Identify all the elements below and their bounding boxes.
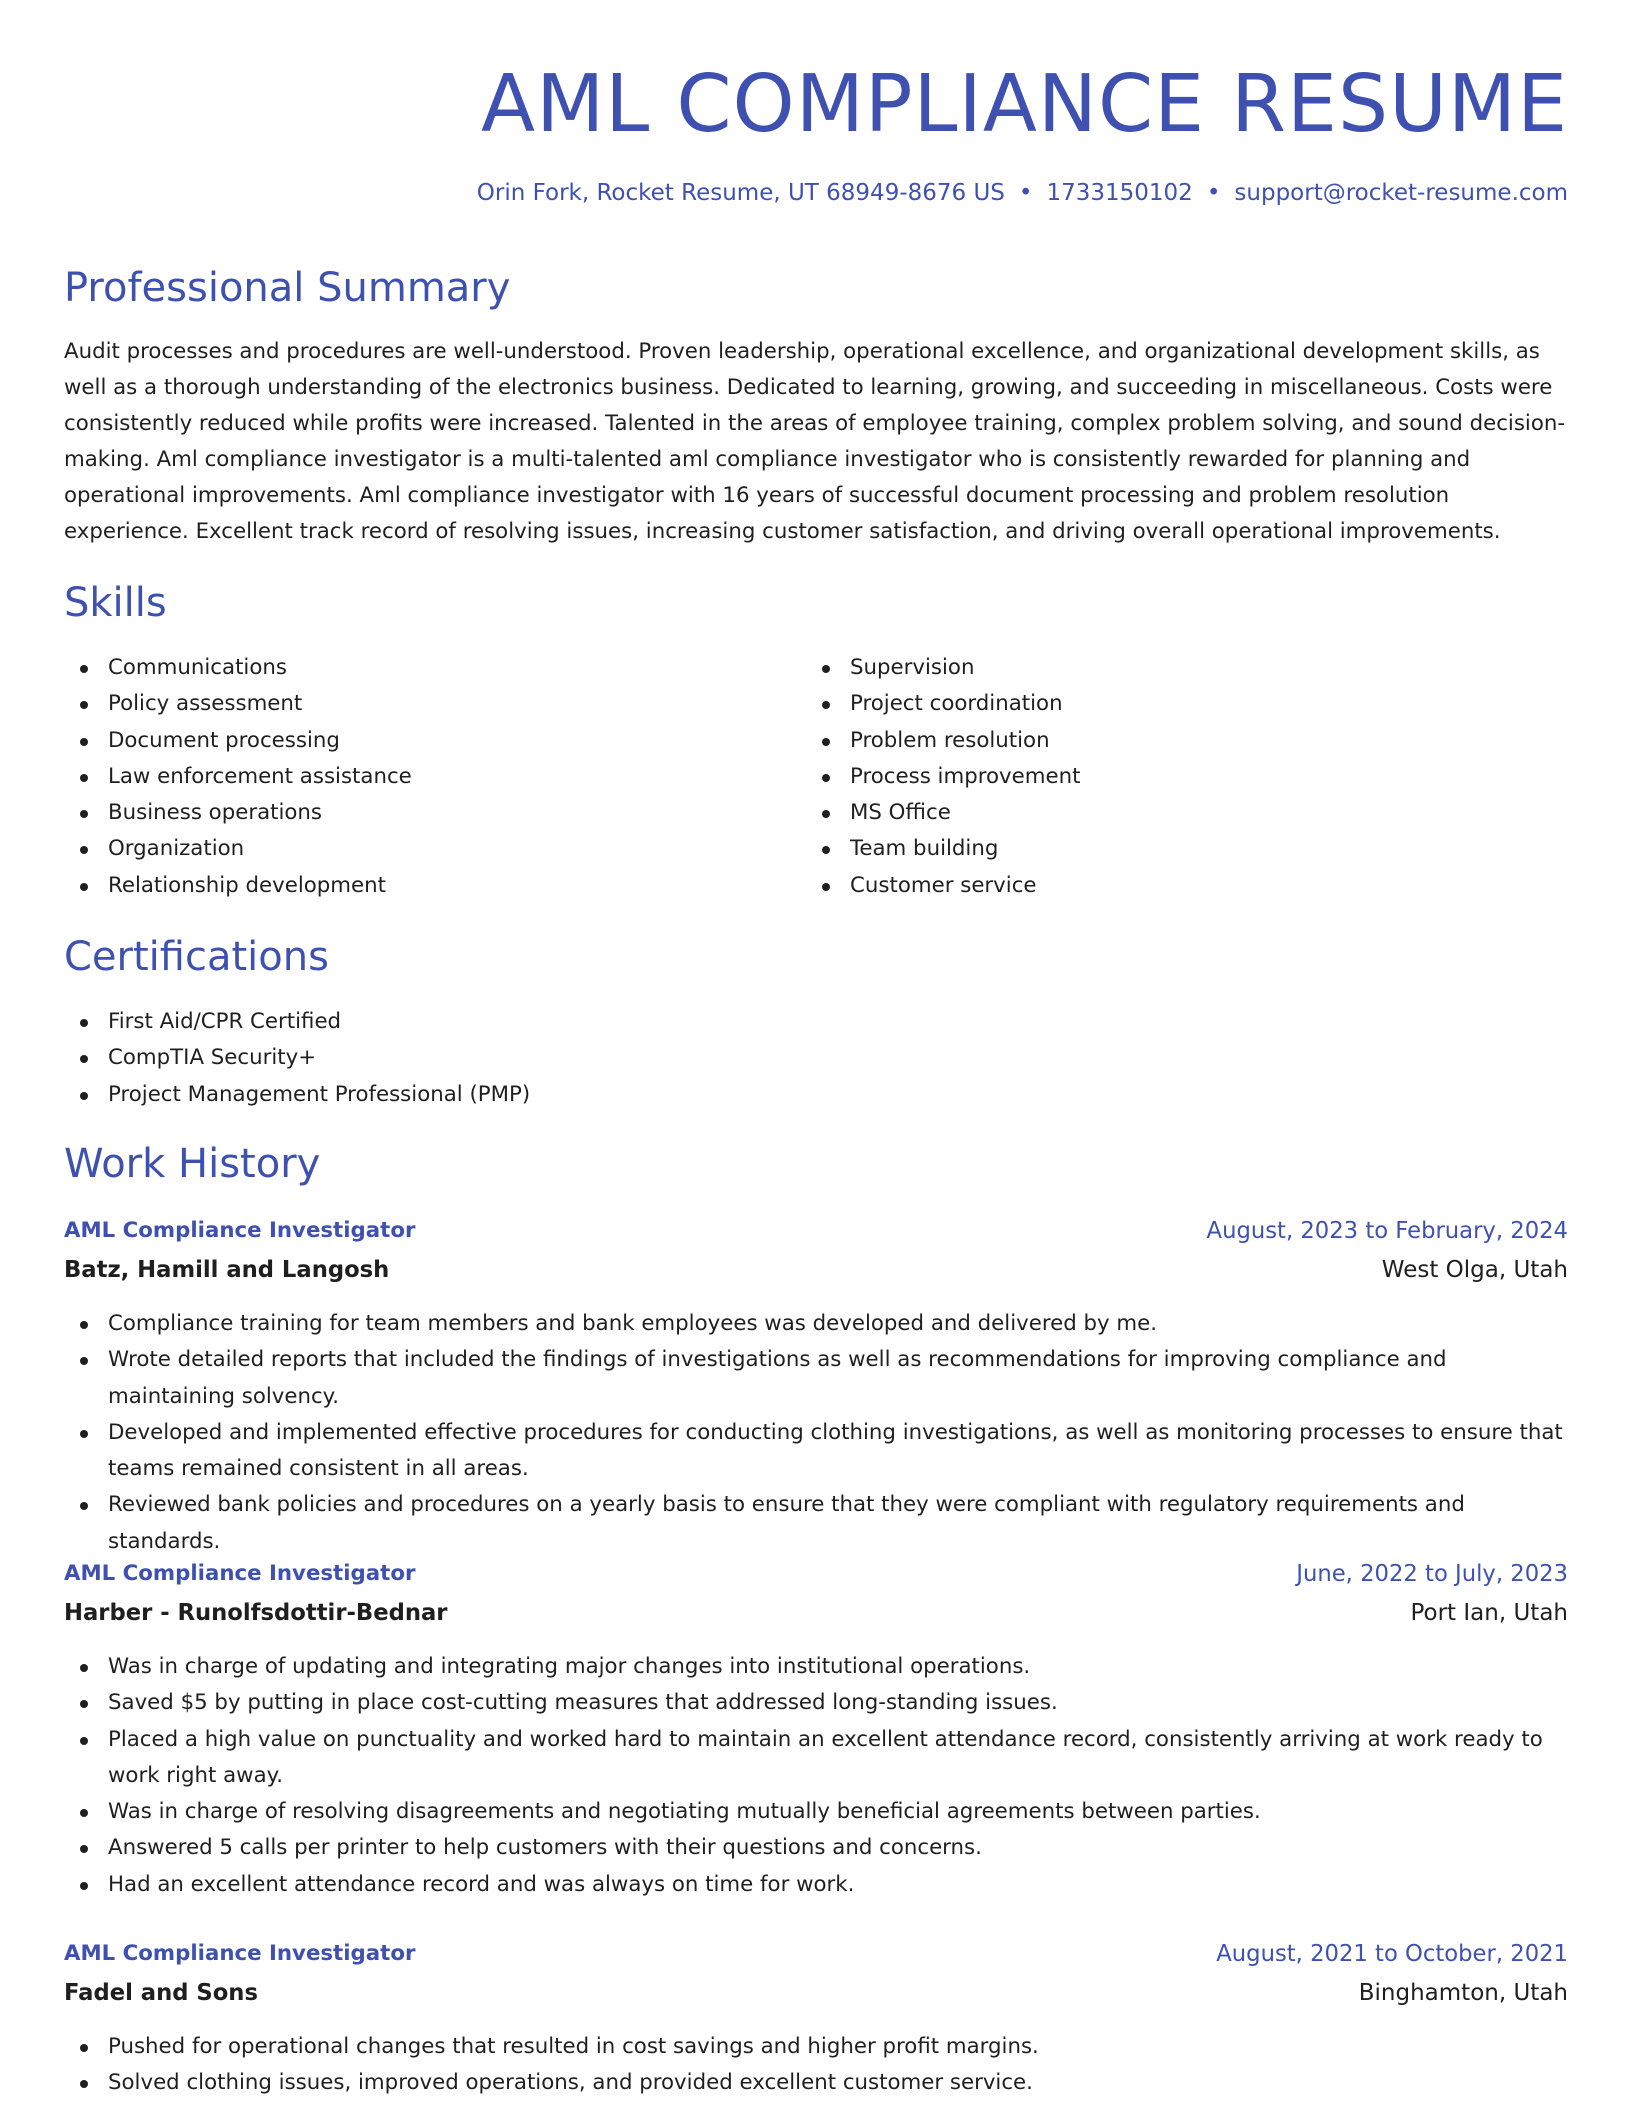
- certification-label: First Aid/CPR Certified: [108, 1009, 342, 1034]
- job-header: [64, 1216, 1568, 1284]
- skill-item: [806, 831, 1506, 867]
- skill-label: MS Office: [850, 800, 951, 826]
- contact-address: Orin Fork, Rocket Resume, UT 68949-8676 US: [476, 180, 1005, 206]
- job-dates: June, 2022 to July, 2023: [1296, 1561, 1568, 1587]
- skill-label: Law enforcement assistance: [108, 763, 412, 789]
- job-bullet-text: Compliance training for team members and bank employees was developed and delivered by me.: [108, 1311, 1158, 1336]
- job-bullet: [64, 1306, 1568, 1342]
- skill-item: [806, 795, 1506, 831]
- bullet-dot: [80, 810, 88, 818]
- skill-item: [64, 868, 764, 904]
- job-location: Binghamton, Utah: [1358, 1980, 1568, 2006]
- job-bullet: [64, 1830, 1568, 1866]
- skill-label: Supervision: [850, 655, 975, 680]
- skill-label: Problem resolution: [850, 727, 1050, 753]
- job-bullet-text: Placed a high value on punctuality and worked hard to maintain an excellent attendance record, consistently arriving at work ready to work right away.: [108, 1726, 1543, 1788]
- job-company: Harber - Runolfsdottir-Bednar: [64, 1600, 448, 1626]
- skill-item: [806, 868, 1506, 904]
- bullet-dot: [80, 1321, 88, 1329]
- job-bullet: [64, 1649, 1568, 1685]
- skills-left-column: [64, 650, 764, 904]
- skill-label: Relationship development: [108, 872, 386, 898]
- skill-label: Communications: [108, 655, 287, 680]
- job-bullet-text: Was in charge of updating and integrating major changes into institutional operations.: [108, 1654, 1031, 1679]
- job-title: AML Compliance Investigator: [64, 1941, 416, 1966]
- bullet-dot: [822, 883, 830, 891]
- job-company: Batz, Hamill and Langosh: [64, 1257, 390, 1283]
- job-bullet-text: Was in charge of resolving disagreements and negotiating mutually beneficial agreements between parties.: [108, 1799, 1261, 1825]
- job-bullet: [64, 1342, 1568, 1415]
- certifications-list: [64, 1004, 1568, 1113]
- bullet-dot: [822, 846, 830, 854]
- skill-label: Project coordination: [850, 691, 1063, 717]
- bullet-dot: [80, 1502, 88, 1510]
- skill-label: Customer service: [850, 872, 1037, 898]
- bullet-dot: [80, 774, 88, 782]
- summary-heading: Professional Summary: [64, 265, 511, 311]
- skill-label: Organization: [108, 836, 245, 862]
- job-header: [64, 1939, 1568, 2007]
- skill-item: [64, 759, 764, 795]
- skill-item: [64, 723, 764, 759]
- skill-label: Team building: [850, 836, 999, 862]
- job-title: AML Compliance Investigator: [64, 1218, 416, 1243]
- certification-item: [64, 1004, 1568, 1040]
- resume-page: [64, 0, 1568, 2096]
- job-bullets: [64, 2029, 1568, 2102]
- job-location: West Olga, Utah: [1381, 1257, 1568, 1283]
- bullet-dot: [822, 665, 830, 673]
- certification-item: [64, 1077, 1568, 1113]
- bullet-dot: [80, 1809, 88, 1817]
- bullet-dot: [80, 2044, 88, 2052]
- job-bullet: [64, 1685, 1568, 1721]
- job-bullets: [64, 1649, 1568, 1903]
- skill-label: Process improvement: [850, 763, 1081, 789]
- contact-email[interactable]: support@rocket-resume.com: [1234, 180, 1568, 206]
- job-dates: August, 2023 to February, 2024: [1206, 1218, 1568, 1244]
- bullet-dot: [80, 1092, 88, 1100]
- bullet-dot: [80, 665, 88, 673]
- job-bullet: [64, 1415, 1568, 1488]
- skill-item: [64, 795, 764, 831]
- skill-label: Document processing: [108, 727, 340, 753]
- bullet-dot: [80, 1430, 88, 1438]
- job-bullet-text: Solved clothing issues, improved operations, and provided excellent customer service.: [108, 2070, 1033, 2096]
- resume-title: AML COMPLIANCE RESUME: [481, 58, 1568, 150]
- bullet-dot: [80, 1664, 88, 1672]
- bullet-dot: [80, 1845, 88, 1853]
- job-bullet-text: Reviewed bank policies and procedures on a yearly basis to ensure that they were compliant with regulatory requirements and standards.: [108, 1492, 1465, 1554]
- contact-line: [477, 178, 1568, 208]
- skill-item: [806, 650, 1506, 686]
- job-bullet-text: Saved $5 by putting in place cost-cutting measures that addressed long-standing issues.: [108, 1690, 1058, 1716]
- job-bullet-text: Wrote detailed reports that included the findings of investigations as well as recommendations for improving compliance and maintaining solvency.: [108, 1347, 1447, 1409]
- job-bullet-text: Answered 5 calls per printer to help customers with their questions and concerns.: [108, 1835, 982, 1861]
- job-dates: August, 2021 to October, 2021: [1216, 1941, 1568, 1967]
- contact-separator: •: [1206, 180, 1221, 206]
- bullet-dot: [80, 2080, 88, 2088]
- skill-item: [806, 723, 1506, 759]
- job-bullet: [64, 1722, 1568, 1795]
- skill-item: [64, 831, 764, 867]
- skill-item: [64, 686, 764, 722]
- bullet-dot: [80, 1700, 88, 1708]
- job-bullet: [64, 2065, 1568, 2101]
- bullet-dot: [80, 1019, 88, 1027]
- bullet-dot: [822, 701, 830, 709]
- skills-right-column: [806, 650, 1506, 904]
- bullet-dot: [80, 883, 88, 891]
- skills-heading: Skills: [64, 580, 167, 626]
- job-header: [64, 1559, 1568, 1627]
- work-history-heading: Work History: [64, 1141, 321, 1187]
- job-bullet: [64, 1487, 1568, 1560]
- skill-item: [806, 686, 1506, 722]
- skill-label: Business operations: [108, 800, 323, 826]
- certifications-heading: Certifications: [64, 934, 329, 980]
- bullet-dot: [80, 1357, 88, 1365]
- contact-phone: 1733150102: [1046, 180, 1193, 206]
- job-bullet-text: Developed and implemented effective procedures for conducting clothing investigations, as well as monitoring processes to ensure that teams remained consistent in all areas.: [108, 1419, 1563, 1482]
- skill-label: Policy assessment: [108, 691, 303, 717]
- bullet-dot: [822, 810, 830, 818]
- job-bullet: [64, 1794, 1568, 1830]
- job-title: AML Compliance Investigator: [64, 1561, 416, 1586]
- job-bullet: [64, 1867, 1568, 1903]
- job-company: Fadel and Sons: [64, 1980, 258, 2006]
- bullet-dot: [80, 738, 88, 746]
- certification-label: Project Management Professional (PMP): [108, 1081, 531, 1107]
- job-bullet-text: Pushed for operational changes that resulted in cost savings and higher profit margins.: [108, 2034, 1039, 2059]
- contact-separator: •: [1018, 180, 1033, 206]
- job-bullet: [64, 2029, 1568, 2065]
- skill-item: [64, 650, 764, 686]
- job-bullets: [64, 1306, 1568, 1560]
- bullet-dot: [80, 1055, 88, 1063]
- certification-label: CompTIA Security+: [108, 1045, 317, 1071]
- bullet-dot: [80, 1882, 88, 1890]
- summary-text: Audit processes and procedures are well-understood. Proven leadership, operational excellence, and organizational development skills, as well as a thorough understanding of the electronics business. Dedicated to learning, growing, and succeeding in miscellaneous. Costs were consistently reduced while profits were increased. Talented in the areas of employee training, complex problem solving, and sound decision-making. Aml compliance investigator is a multi-talented aml compliance investigator who is consistently rewarded for planning and operational improvements. Aml compliance investigator with 16 years of successful document processing and problem resolution experience. Excellent track record of resolving issues, increasing customer satisfaction, and driving overall operational improvements.: [64, 339, 1566, 544]
- bullet-dot: [822, 738, 830, 746]
- certification-item: [64, 1040, 1568, 1076]
- skill-item: [806, 759, 1506, 795]
- job-location: Port Ian, Utah: [1410, 1600, 1568, 1626]
- job-bullet-text: Had an excellent attendance record and was always on time for work.: [108, 1871, 855, 1897]
- bullet-dot: [80, 1737, 88, 1745]
- bullet-dot: [80, 846, 88, 854]
- bullet-dot: [822, 774, 830, 782]
- bullet-dot: [80, 701, 88, 709]
